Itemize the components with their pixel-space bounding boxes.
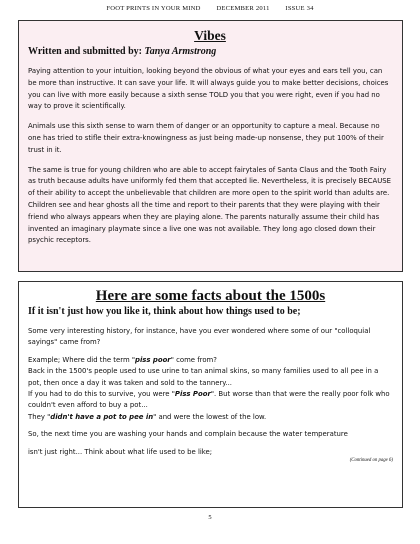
line3-term: didn't have a pot to pee in — [50, 412, 154, 421]
byline-separator: : — [138, 46, 145, 57]
vibes-title: Vibes — [194, 28, 226, 43]
issue-date: DECEMBER 2011 — [216, 5, 270, 12]
continued-note: (Continued on page 6) — [349, 458, 393, 464]
facts-article — [18, 281, 403, 508]
vibes-paragraph: The same is true for young children who are able to accept fairytales of Santa Claus and the Tooth Fairy as truth because adults have uniformly fed them that accepted lie. Nevertheless, it is precisely BECAUSE of their ability to accept the unbelievable that children are more open to the spirit world than adults are. Children see and hear ghosts all the time and report to their parents that they were playing with their friend who always appears when they are playing alone. The parents naturally assume their child has invented an imaginary playmate since a live one was not available. They long ago closed down their psychic receptors. — [28, 165, 391, 245]
example-term: piss poor — [135, 355, 171, 364]
page-number: 5 — [208, 514, 212, 521]
facts-example — [28, 355, 393, 366]
line2-term: Piss Poor — [174, 390, 211, 399]
facts-line — [28, 389, 393, 412]
line3-prefix: They " — [28, 412, 51, 421]
publication-name: FOOT PRINTS IN YOUR MIND — [106, 5, 201, 12]
line3-suffix: " and were the lowest of the low. — [153, 412, 267, 421]
page-header — [0, 5, 420, 12]
vibes-paragraph: Animals use this sixth sense to warn them of danger or an opportunity to capture a meal. Because no one has tried to stifle their extra-knowingness as just being made-up nonsense, they put 100% of their trust in it. — [28, 122, 384, 154]
line2-suffix: ". But worse than that were the really poor folk who couldn't even afford to buy a pot... — [28, 390, 390, 410]
issue-number: ISSUE 34 — [285, 5, 314, 12]
facts-closing: So, the next time you are washing your hands and complain because the water temperature — [28, 430, 348, 439]
byline-prefix: Written and submitted by — [28, 46, 139, 57]
example-suffix: " come from? — [170, 355, 217, 364]
byline — [28, 46, 392, 58]
facts-line: Back in the 1500's people used to use urine to tan animal skins, so many families used to all pee in a pot, then once a day it was taken and sold to the tannery... — [28, 367, 379, 387]
facts-subtitle: If it isn't just how you like it, think about how things used to be; — [28, 306, 301, 317]
facts-line — [28, 412, 393, 423]
facts-title: Here are some facts about the 1500s — [95, 288, 326, 304]
facts-closing: isn't just right... Think about what life used to be like; — [28, 447, 213, 456]
facts-intro: Some very interesting history, for instance, have you ever wondered where some of our "colloquial sayings" came from? — [28, 327, 371, 347]
author-name: Tanya Armstrong — [144, 46, 217, 57]
line2-prefix: If you had to do this to survive, you were " — [28, 390, 175, 399]
vibes-article — [18, 20, 403, 272]
example-prefix: Example; Where did the term " — [28, 355, 136, 364]
vibes-paragraph: Paying attention to your intuition, looking beyond the obvious of what your eyes and ears tell you, can be more than instructive. It can save your life. It will always guide you to make better decisions, choices you can live with more easily because a sixth sense TOLD you that you were right, even if you had no way to prove it scientifically. — [28, 67, 389, 111]
